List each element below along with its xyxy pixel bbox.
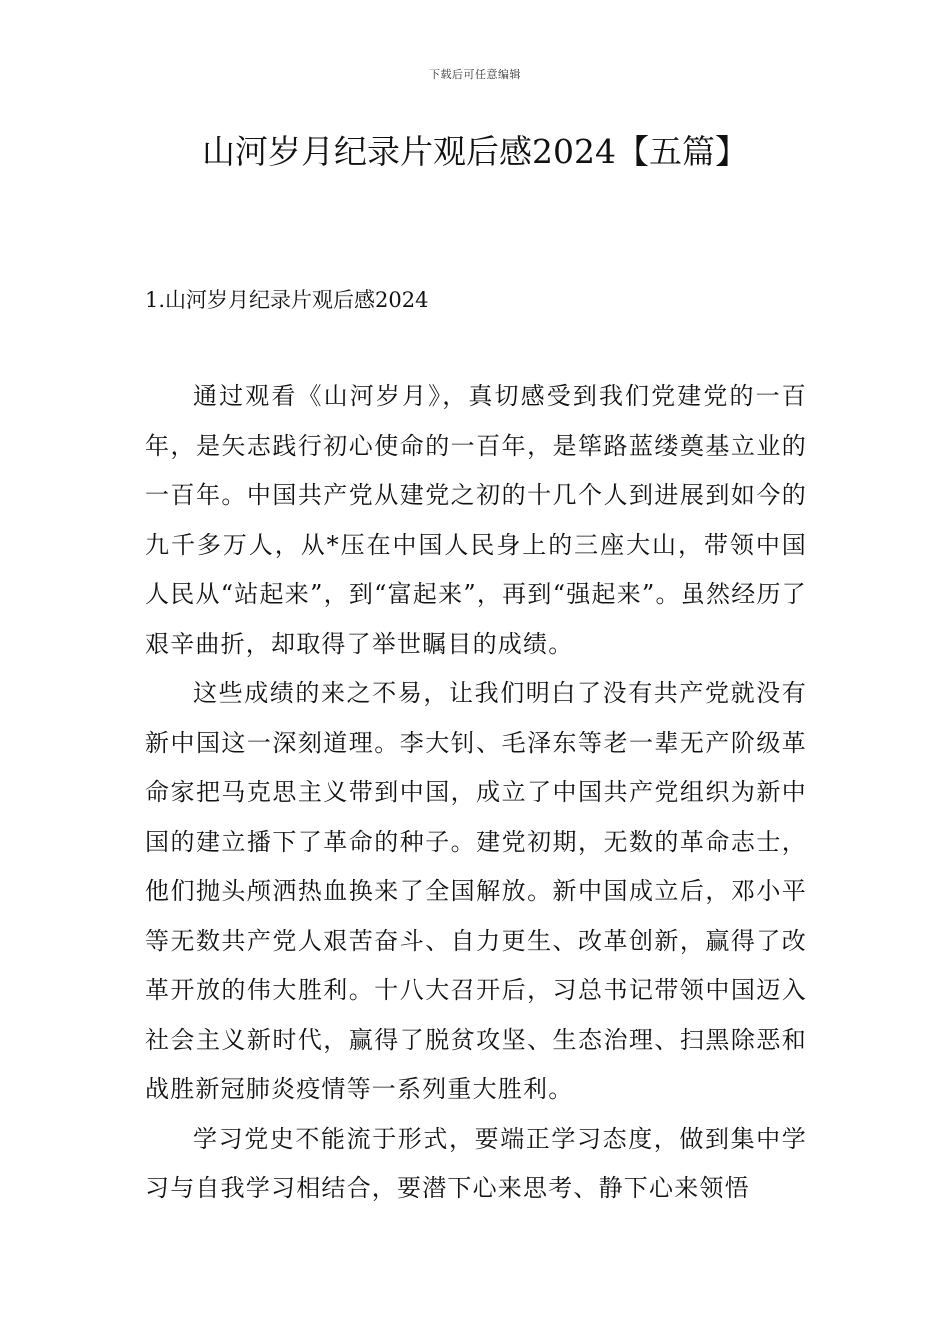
paragraph: 学习党史不能流于形式，要端正学习态度，做到集中学习与自我学习相结合，要潜下心来思考、静下心来领悟 <box>145 1124 807 1202</box>
section-heading: 1.山河岁月纪录片观后感2024 <box>145 288 429 312</box>
paragraph: 通过观看《山河岁月》，真切感受到我们党建党的一百年，是矢志践行初心使命的一百年，是筚路蓝缕奠基立业的一百年。中国共产党从建党之初的十几个人到进展到如今的九千多万人，从*压在中国人民身上的三座大山，带领中国人民从“站起来”，到“富起来”，再到“强起来”。虽然经历了艰辛曲折，却取得了举世瞩目的成绩。 <box>145 382 807 658</box>
body-text <box>145 372 807 1214</box>
paragraph: 这些成绩的来之不易，让我们明白了没有共产党就没有新中国这一深刻道理。李大钊、毛泽东等老一辈无产阶级革命家把马克思主义带到中国，成立了中国共产党组织为新中国的建立播下了革命的种子。建党初期，无数的革命志士，他们抛头颅洒热血换来了全国解放。新中国成立后，邓小平等无数共产党人艰苦奋斗、自力更生、改革创新，赢得了改革开放的伟大胜利。十八大召开后，习总书记带领中国迈入社会主义新时代，赢得了脱贫攻坚、生态治理、扫黑除恶和战胜新冠肺炎疫情等一系列重大胜利。 <box>145 679 807 1103</box>
header-note: 下载后可任意编辑 <box>429 68 521 81</box>
document-title: 山河岁月纪录片观后感2024【五篇】 <box>202 132 748 171</box>
